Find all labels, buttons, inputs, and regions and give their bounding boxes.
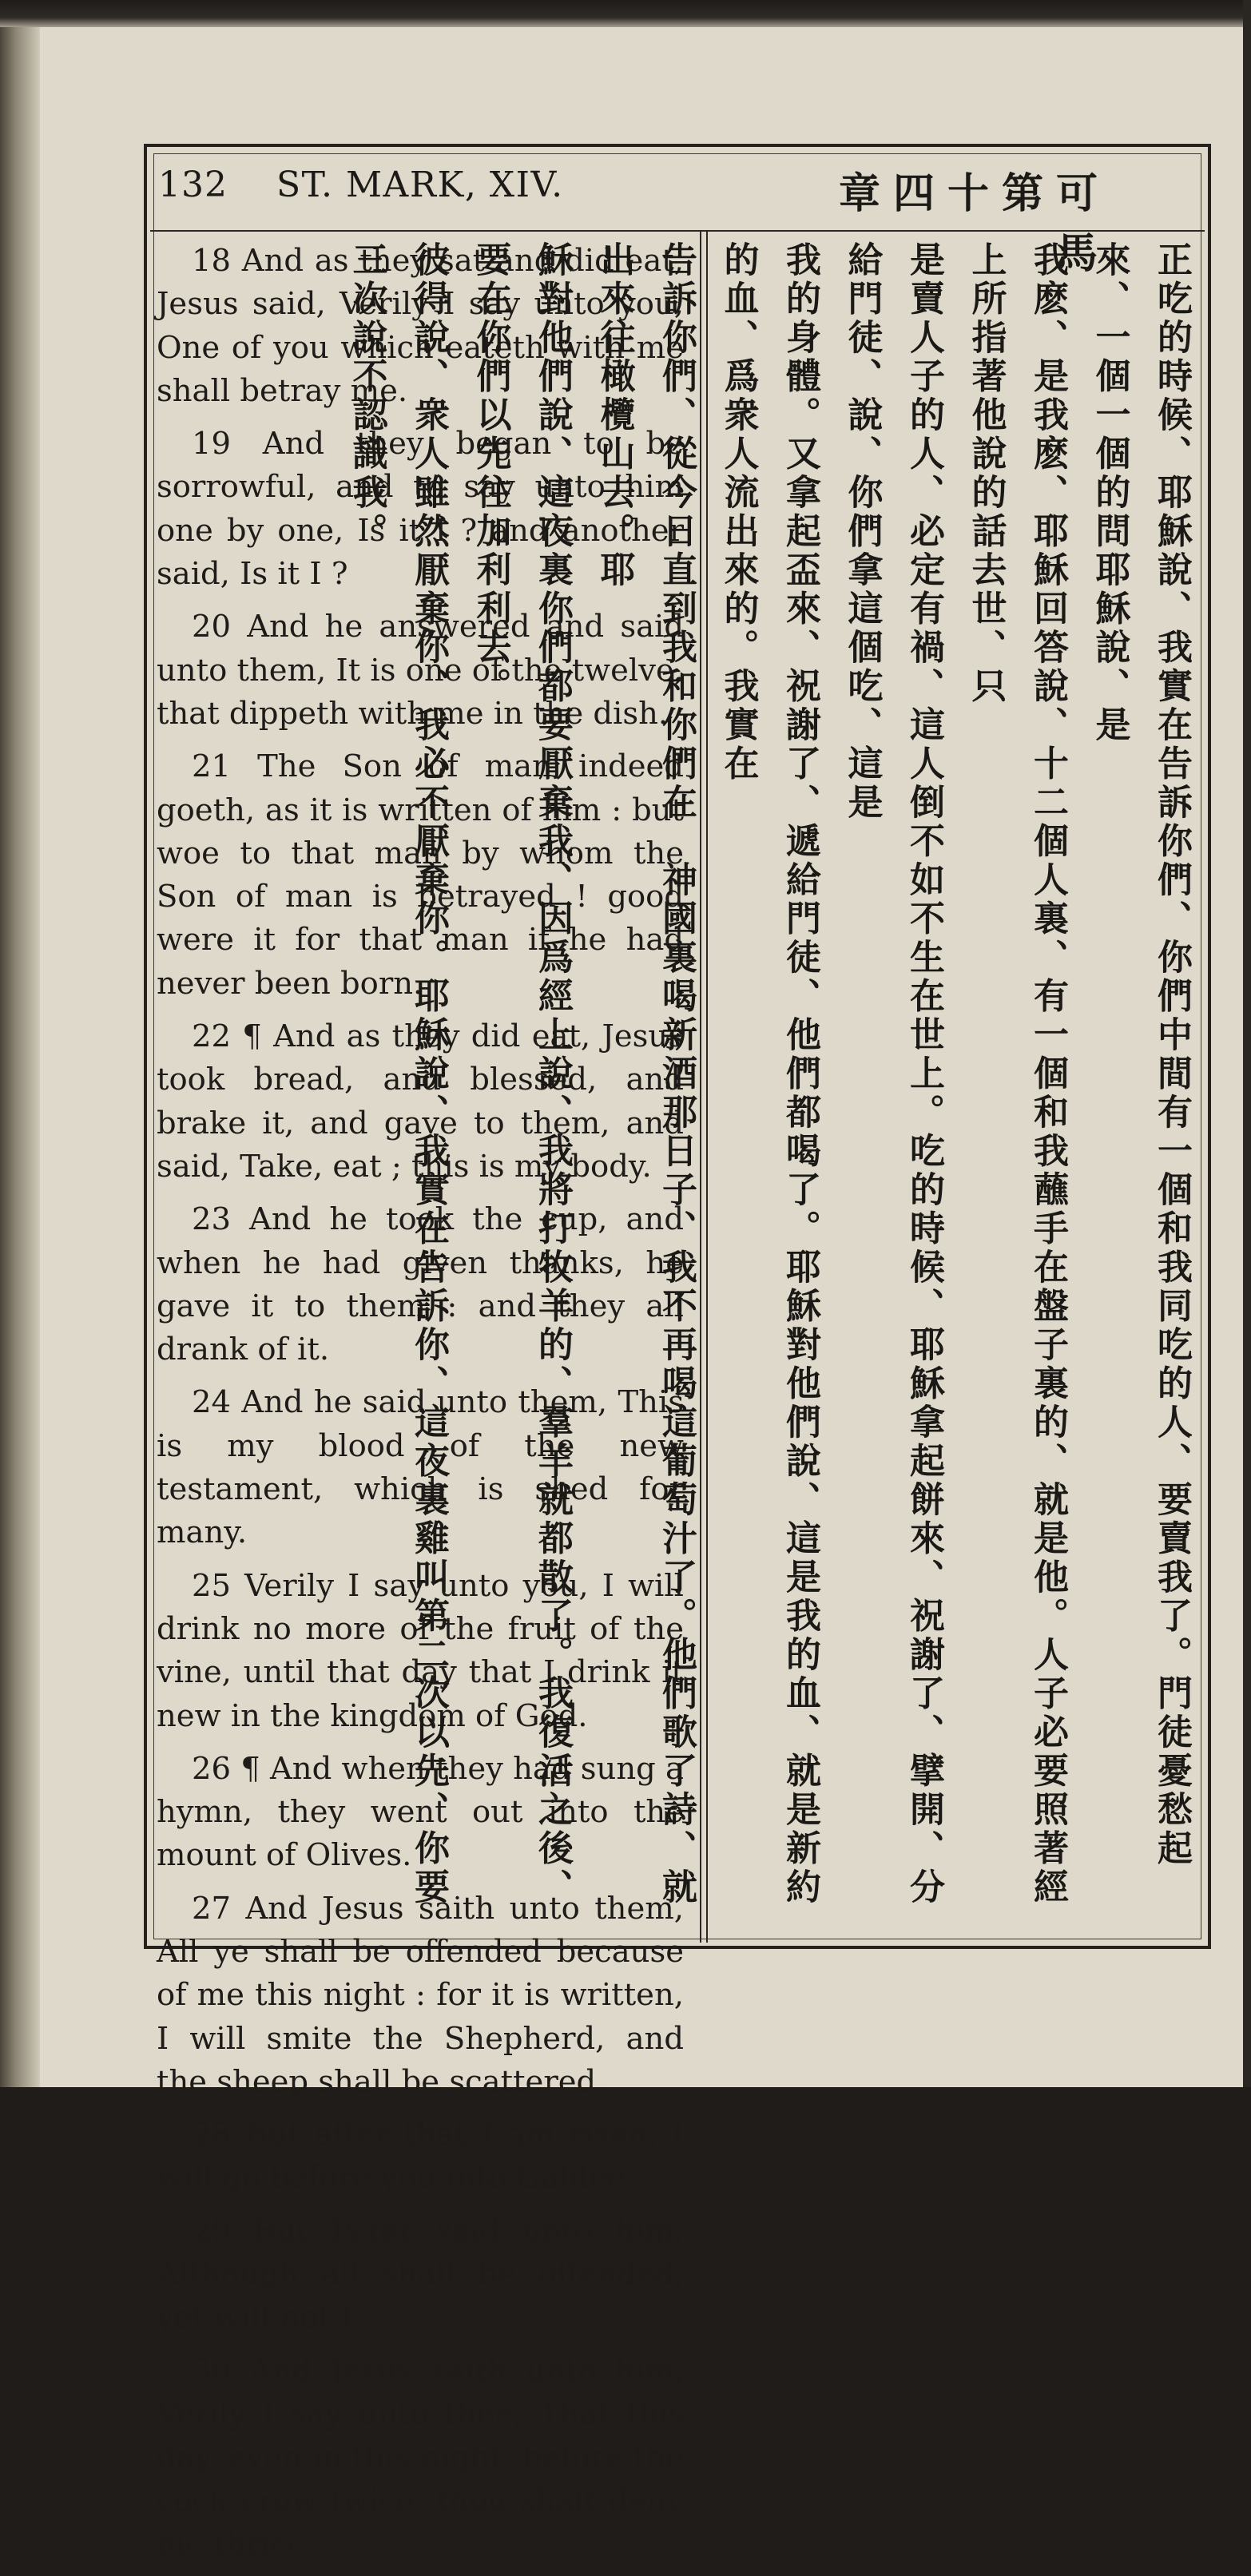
chinese-line: 告訴你們、從今日直到我和你們在 神國裏喝新酒那日子、我不再喝這葡萄汁了。他們歌了詩、就出來往橄欖山去。耶: [594, 241, 697, 1907]
verse: 29 But Peter said unto him, Although all shall be offended, yet will not I.: [157, 2213, 684, 2336]
verse: 21 The Son of man indeed goeth, as it is written of him : but woe to that man by whom the Son of man is betrayed ! good were it for that man if he had never been born.: [157, 748, 684, 1002]
verse: 27 And Jesus saith unto them, All ye shall be offended because of me this night : for it is written, I will smite the Shepherd, and the sheep shall be scattered.: [157, 1890, 684, 2100]
running-head-chinese: 章四十第可馬: [838, 169, 1110, 278]
chinese-line: 正吃的時候、耶穌說、我實在告訴你們、你們中間有一個和我同吃的人、要賣我了。門徒憂愁起來、一個一個的問耶穌說、是: [1089, 241, 1192, 1868]
verse: 30 And Jesus saith unto him, Verily I say unto thee, That this day, even in this night, before the cock crow twice, thou shalt deny me thrice.: [157, 2352, 684, 2562]
verse: 25 Verily I say unto you, I will drink no more of the fruit of the vine, until that day that I drink it new in the kingdom of God.: [157, 1567, 684, 1734]
page-right-edge: [1243, 0, 1251, 2087]
chinese-line: 穌對他們說、這夜裏你們都要厭棄我、因爲經上說、我將打牧羊的、羣羊就都散了。我復活之後、要在你們以先往加利利去。: [470, 241, 573, 1907]
verse: 19 And they began to be sorrowful, and to say unto him one by one, Is it I ? and another said, Is it I ?: [157, 426, 684, 593]
verse: 23 And he took the cup, and when he had given thanks, he gave it to them : and they all drank of it.: [157, 1201, 684, 1368]
verse: 18 And as they sat and did eat, Jesus said, Verily I say unto you, One of you which eateth with me shall betray me.: [157, 243, 684, 409]
chinese-line: 彼得說、衆人雖然厭棄你、我必不厭棄你。耶穌說、我實在告訴你、這夜裏雞叫第二次以先、你要三次說不認識我。: [346, 241, 449, 1907]
chinese-line: 我的身體。又拿起盃來、祝謝了、遞給門徒、他們都喝了。耶穌對他們說、這是我的血、就是新約的血、爲衆人流出來的。我實在: [717, 241, 820, 1907]
page-number: 132: [158, 165, 228, 205]
verse: 26 ¶ And when they had sung a hymn, they went out into the mount of Olives.: [157, 1750, 684, 1874]
chinese-line: 我麽、是我麽、耶穌回答說、十二個人裏、有一個和我蘸手在盤子裏的、就是他。人子必要照著經上所指著他說的話去世、只: [965, 241, 1068, 1907]
verse: 24 And he said unto them, This is my blood of the new testament, which is shed for many.: [157, 1384, 684, 1551]
verse: 20 And he answered and said unto them, It is one of the twelve, that dippeth with me in the dish.: [157, 609, 684, 732]
verse: 22 ¶ And as they did eat, Jesus took bread, and blessed, and brake it, and gave to them, and said, Take, eat ; this is my body.: [157, 1018, 684, 1185]
running-head: ST. MARK, XIV.: [276, 165, 564, 205]
page-top-edge: [0, 0, 1251, 27]
binding-shadow: [0, 0, 40, 2087]
verse: 28 But after that I am risen, I will go before you into Galilee.: [157, 2117, 684, 2197]
chinese-line: 是賣人子的人、必定有禍、這人倒不如不生在世上。吃的時候、耶穌拿起餅來、祝謝了、擘開、分給門徒、說、你們拿這個吃、這是: [841, 241, 944, 1907]
